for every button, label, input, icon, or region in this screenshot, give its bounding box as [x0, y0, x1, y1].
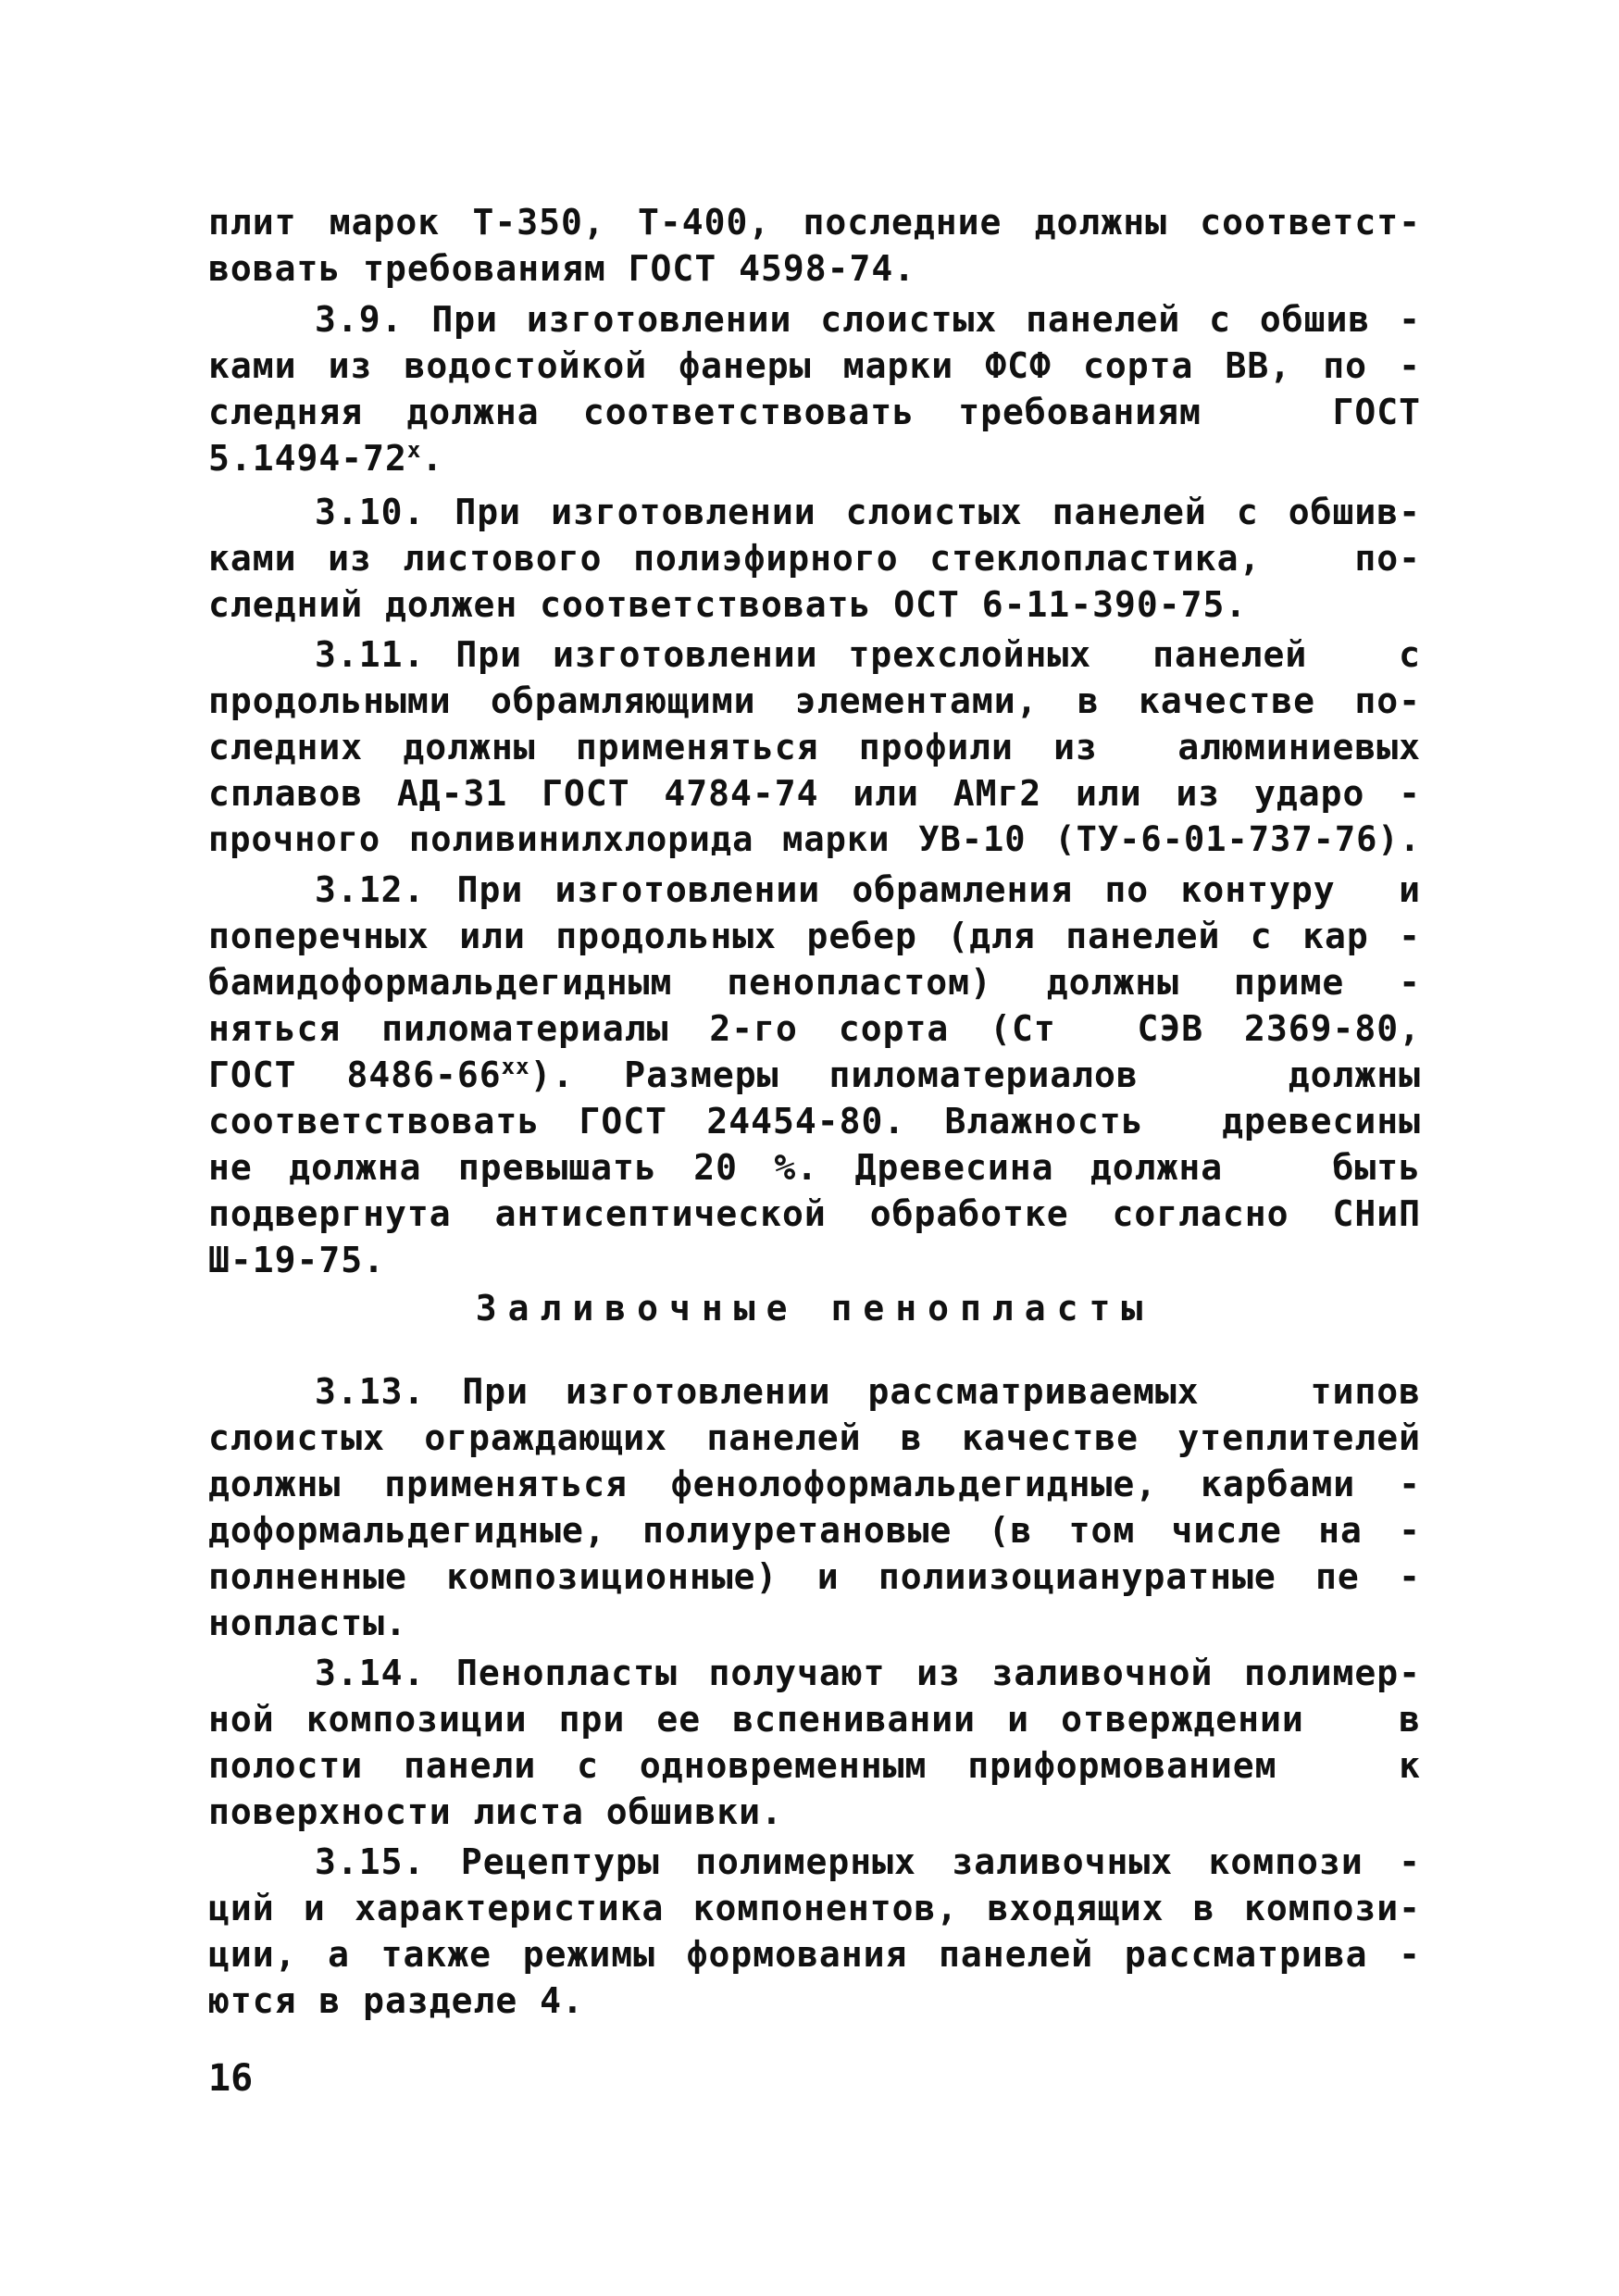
page-number: 16 [208, 2057, 254, 2100]
text-line: няться пиломатериалы 2-го сорта (Ст СЭВ 2369-80, [208, 1008, 1421, 1049]
text-line: ками из водостойкой фанеры марки ФСФ сорта ВВ, по - [208, 345, 1421, 386]
text-line: подвергнута антисептической обработке согласно СНиП [208, 1193, 1421, 1234]
text-line: следних должны применяться профили из алюминиевых [208, 727, 1421, 767]
text-line: ции, а также режимы формования панелей рассматрива - [208, 1934, 1421, 1975]
text-line: не должна превышать 20 %. Древесина должна быть [208, 1147, 1421, 1188]
text-line: прочного поливинилхлорида марки УВ-10 (ТУ-6-01-737-76). [208, 819, 1421, 859]
clause-3-10-line: 3.10. При изготовлении слоистых панелей с обшив- [315, 492, 1421, 532]
clause-3-14-line: 3.14. Пенопласты получают из заливочной полимер- [315, 1653, 1421, 1693]
text-line: следний должен соответствовать ОСТ 6-11-390-75. [208, 584, 1248, 625]
text-line: следняя должна соответствовать требованиям ГОСТ [208, 392, 1421, 432]
text-line: ций и характеристика компонентов, входящих в компози- [208, 1888, 1421, 1928]
clause-3-13-line: 3.13. При изготовлении рассматриваемых типов [315, 1371, 1421, 1412]
text-line: плит марок Т-350, Т-400, последние должны соответст- [208, 202, 1421, 243]
text-line: нопласты. [208, 1603, 407, 1643]
text-line: доформальдегидные, полиуретановые (в том числе на - [208, 1510, 1421, 1551]
superscript-mark: x [406, 437, 422, 463]
text-line [208, 435, 1421, 481]
text-line: ются в разделе 4. [208, 1980, 584, 2021]
clause-3-12-line: 3.12. При изготовлении обрамления по контуру и [315, 869, 1421, 910]
text-line: полости панели с одновременным приформованием к [208, 1745, 1421, 1786]
text-line [208, 1052, 1421, 1098]
text-line: поперечных или продольных ребер (для панелей с кар - [208, 916, 1421, 956]
clause-3-9-line: 3.9. При изготовлении слоистых панелей с обшив - [315, 299, 1421, 340]
text-line: слоистых ограждающих панелей в качестве утеплителей [208, 1417, 1421, 1458]
text-line: полненные композиционные) и полиизоциануратные пе - [208, 1556, 1421, 1597]
text-line: соответствовать ГОСТ 24454-80. Влажность древесины [208, 1101, 1421, 1142]
text-line: Ш-19-75. [208, 1240, 386, 1280]
text-line: поверхности листа обшивки. [208, 1791, 783, 1832]
standard-ref: 5.1494-72 [208, 438, 407, 479]
clause-3-11-line: 3.11. При изготовлении трехслойных панелей с [315, 634, 1421, 675]
standard-ref: ГОСТ 8486-66 [208, 1054, 502, 1095]
text-line: сплавов АД-31 ГОСТ 4784-74 или АМг2 или из ударо - [208, 773, 1421, 814]
text-line: ками из листового полиэфирного стеклопластика, по- [208, 538, 1421, 579]
text-line: продольными обрамляющими элементами, в качестве по- [208, 680, 1421, 721]
text-line: вовать требованиям ГОСТ 4598-74. [208, 248, 916, 289]
text-line: должны применяться фенолоформальдегидные, карбами - [208, 1464, 1421, 1504]
text-fragment: . [421, 438, 444, 479]
superscript-mark: xx [501, 1054, 530, 1079]
section-heading: Заливочные пенопласты [475, 1288, 1154, 1329]
text-line: ной композиции при ее вспенивании и отверждении в [208, 1699, 1421, 1740]
text-line: бамидоформальдегидным пенопластом) должны приме - [208, 962, 1421, 1003]
text-fragment: ). Размеры пиломатериалов должны [529, 1054, 1421, 1095]
clause-3-15-line: 3.15. Рецептуры полимерных заливочных компози - [315, 1841, 1421, 1882]
